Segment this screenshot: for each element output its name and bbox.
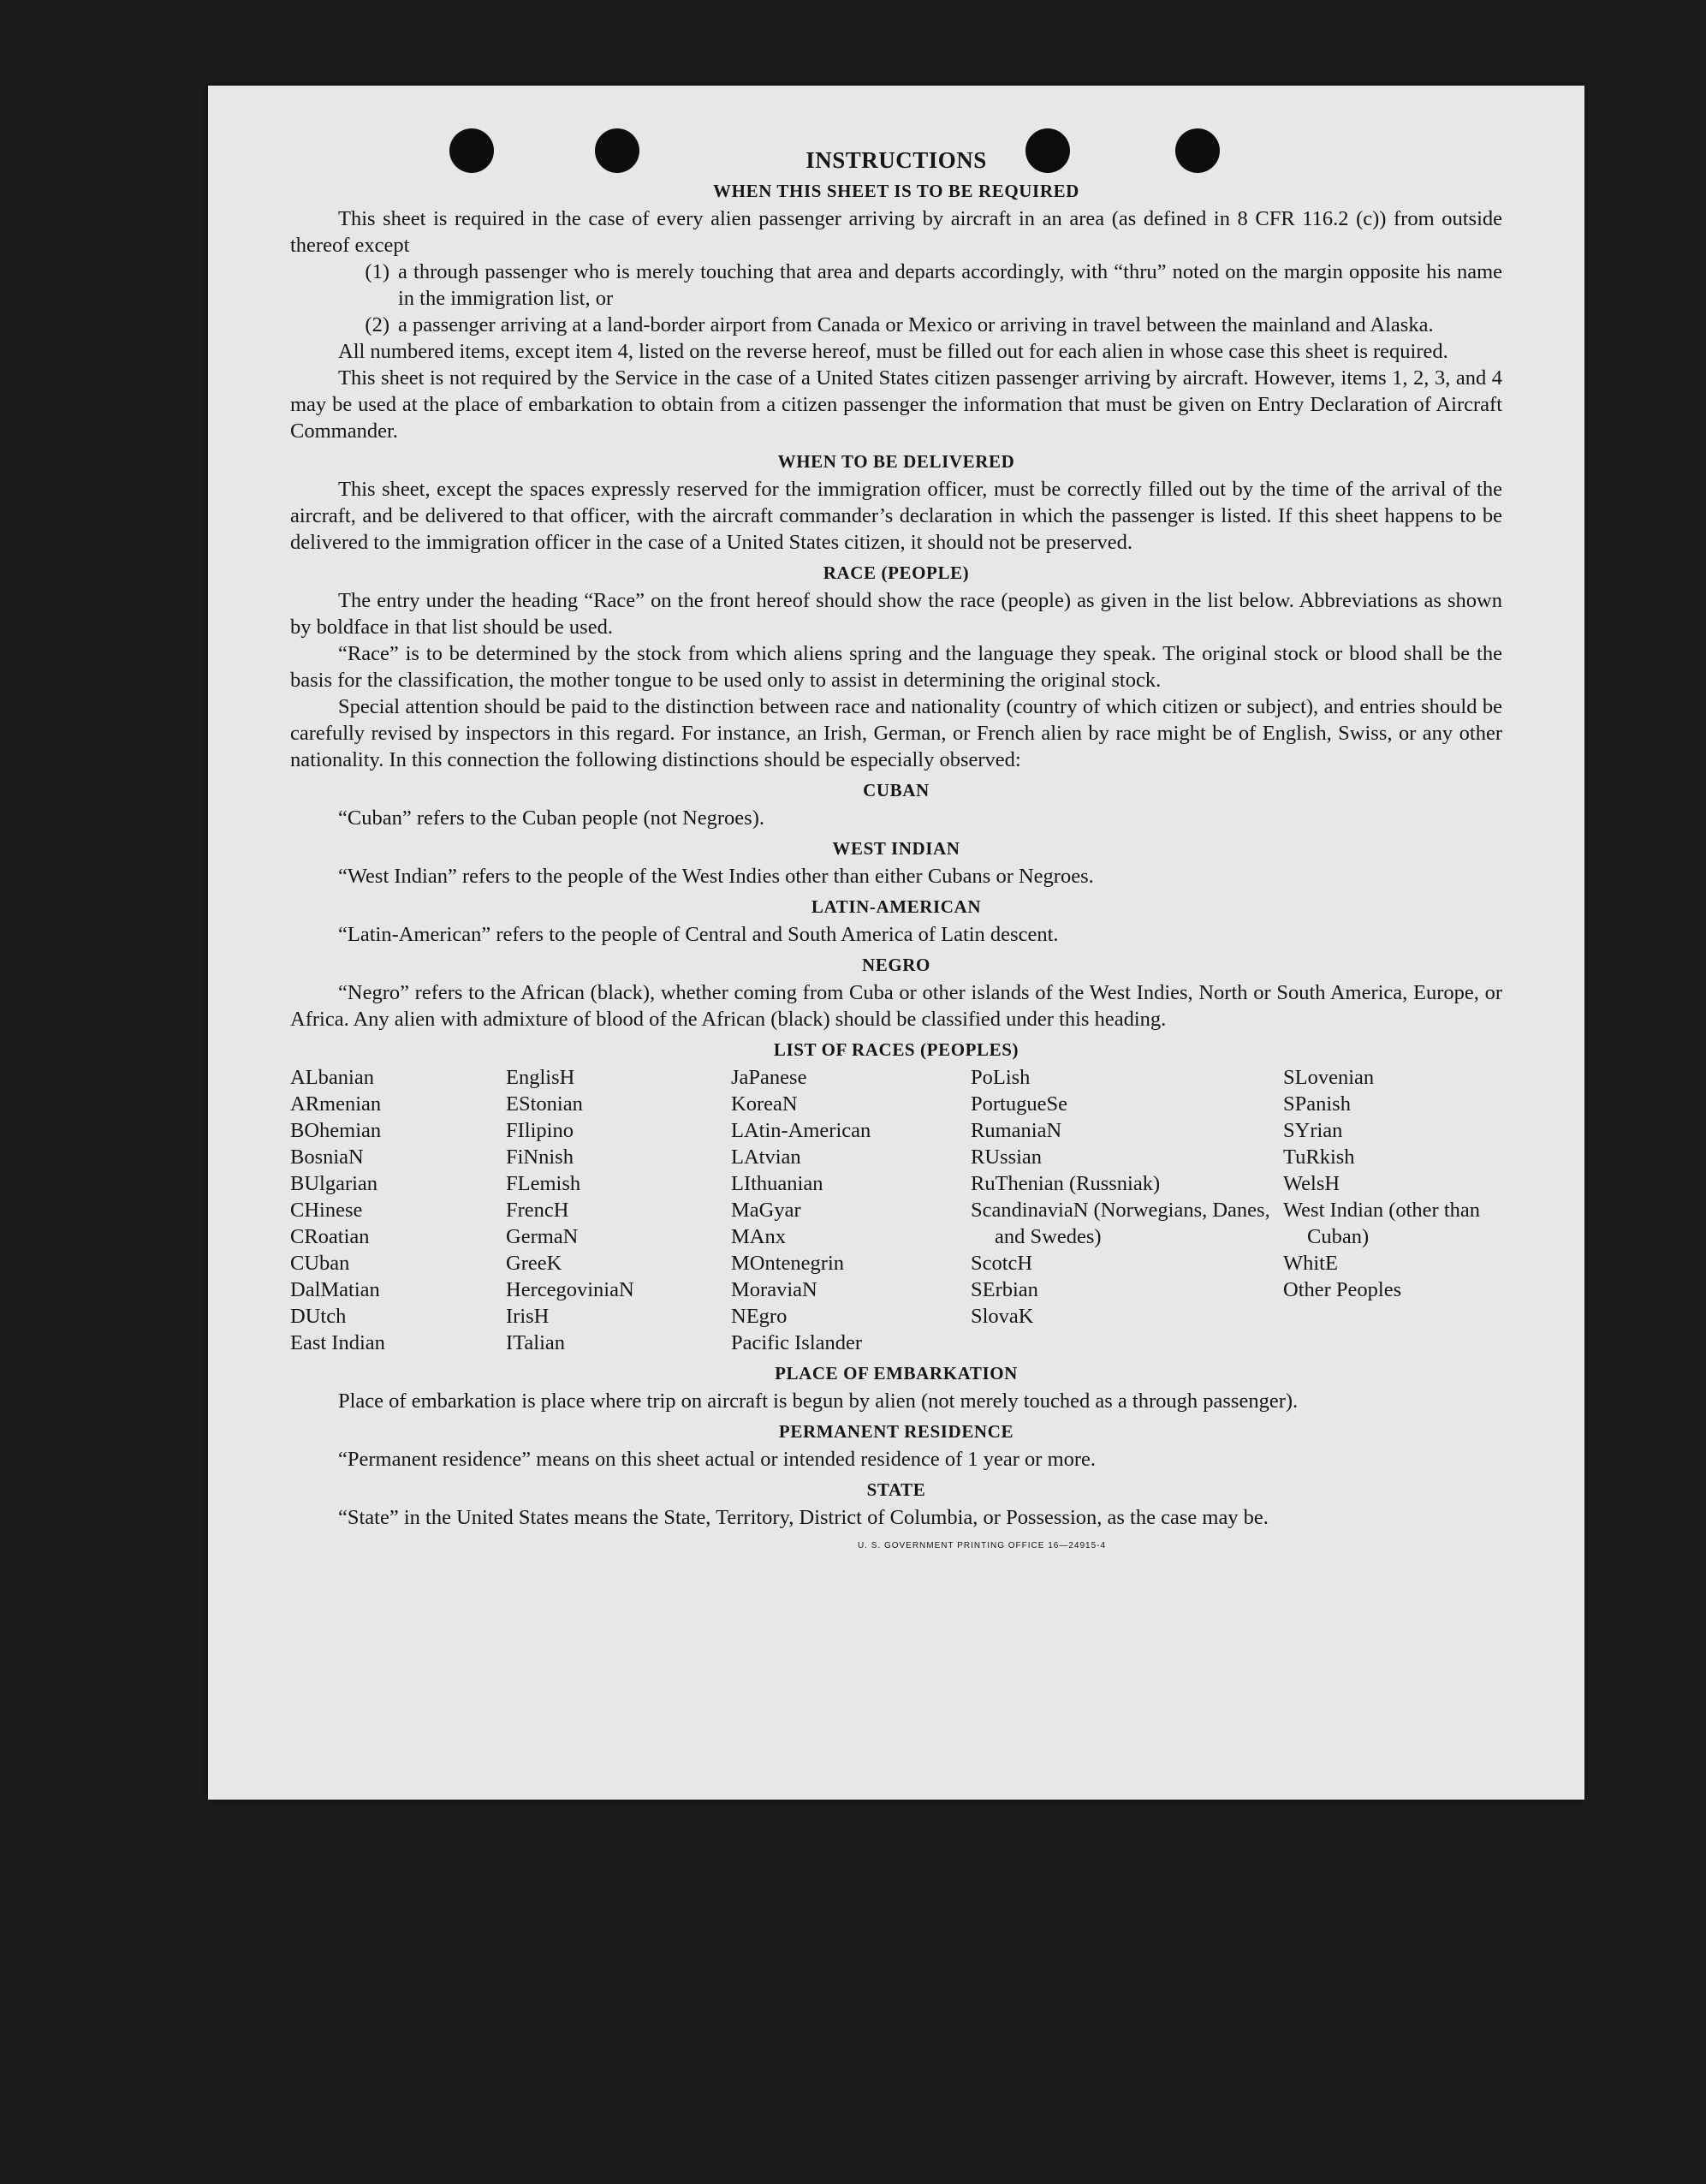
race-entry: EnglisH — [506, 1066, 575, 1089]
section-heading: PLACE OF EMBARKATION — [775, 1363, 1018, 1384]
race-entry: FIlipino — [506, 1119, 574, 1142]
item-text: a passenger arriving at a land-border airport from Canada or Mexico or arriving in travel between the mainland and Alaska. — [398, 313, 1434, 336]
section-heading: PERMANENT RESIDENCE — [778, 1421, 1014, 1442]
paragraph: This sheet, except the spaces expressly reserved for the immigration officer, must be correctly filled out by the time of the arrival of the aircraft, and be delivered to that officer, with the aircraft commander’s declaration in which the passenger is listed. If this sheet happens to be delivered to the immigration officer in the case of a United States citizen, it should not be preserved. — [290, 478, 1502, 554]
paragraph: “State” in the United States means the State, Territory, District of Columbia, or Possession, as the case may be. — [338, 1506, 1269, 1529]
section-heading: WHEN TO BE DELIVERED — [777, 451, 1015, 472]
paragraph: “Race” is to be determined by the stock from which aliens spring and the language they speak. The original stock or blood shall be the basis for the classification, the mother tongue to be used only to assist in determining the original stock. — [290, 642, 1502, 692]
section-heading: WHEN THIS SHEET IS TO BE REQUIRED — [713, 181, 1079, 201]
section-heading: LIST OF RACES (PEOPLES) — [773, 1039, 1019, 1060]
race-entry: DUtch — [290, 1305, 347, 1328]
race-entry: DalMatian — [290, 1278, 380, 1301]
race-entry: HercegoviniaN — [506, 1278, 634, 1301]
paragraph: Special attention should be paid to the distinction between race and nationality (country of which citizen or subject), and entries should be carefully revised by inspectors in this regard. For instance, an Irish, German, or French alien by race might be of English, Swiss, or any other nationality. In this connection the following distinctions should be especially observed: — [290, 695, 1502, 771]
section-heading: RACE (PEOPLE) — [823, 562, 970, 583]
punch-hole — [449, 128, 494, 173]
paragraph: All numbered items, except item 4, listed on the reverse hereof, must be filled out for each alien in whose case this sheet is required. — [338, 340, 1448, 363]
punch-hole — [595, 128, 639, 173]
race-entry: IrisH — [506, 1305, 550, 1328]
item-number: (2) — [365, 313, 389, 336]
race-entry: FiNnish — [506, 1146, 574, 1169]
section-heading: NEGRO — [861, 955, 930, 975]
document-sheet — [208, 86, 1584, 1800]
race-entry: PoLish — [971, 1066, 1031, 1089]
paragraph: “Latin-American” refers to the people of Central and South America of Latin descent. — [338, 923, 1059, 946]
race-entry: PortugueSe — [971, 1092, 1067, 1116]
list-item — [290, 259, 1502, 312]
race-entry: BUlgarian — [290, 1172, 378, 1195]
race-entry: West Indian (other than Cuban) — [1283, 1199, 1481, 1248]
race-entry: SLovenian — [1283, 1066, 1375, 1089]
paragraph: “Cuban” refers to the Cuban people (not Negroes). — [338, 806, 764, 830]
race-entry: EStonian — [506, 1092, 583, 1116]
race-entry: NEgro — [731, 1305, 788, 1328]
race-entry: MAnx — [731, 1225, 786, 1248]
paragraph: “Permanent residence” means on this sheet actual or intended residence of 1 year or more. — [338, 1448, 1097, 1471]
section-heading: STATE — [866, 1479, 926, 1500]
list-item — [290, 312, 1502, 338]
paragraph: This sheet is required in the case of every alien passenger arriving by aircraft in an area (as defined in 8 CFR 116.2 (c)) from outside thereof except — [290, 207, 1502, 257]
race-entry: RuThenian (Russniak) — [971, 1172, 1161, 1195]
race-entry: TuRkish — [1283, 1146, 1355, 1169]
race-entry: ALbanian — [290, 1066, 374, 1089]
race-entry: BosniaN — [290, 1146, 364, 1169]
race-entry: ScotcH — [971, 1252, 1033, 1275]
race-entry: RumaniaN — [971, 1119, 1062, 1142]
race-entry: JaPanese — [731, 1066, 807, 1089]
races-column — [506, 1064, 731, 1356]
race-entry: ARmenian — [290, 1092, 382, 1116]
punch-hole — [1025, 128, 1070, 173]
paragraph: Place of embarkation is place where trip on aircraft is begun by alien (not merely touched as a through passenger). — [338, 1390, 1299, 1413]
races-column — [731, 1064, 971, 1356]
page-title: INSTRUCTIONS — [805, 147, 987, 173]
race-entry: FrencH — [506, 1199, 569, 1222]
paragraph: This sheet is not required by the Service in the case of a United States citizen passenger arriving by aircraft. However, items 1, 2, 3, and 4 may be used at the place of embarkation to obtain from a citizen passenger the information that must be given on Entry Declaration of Aircraft Commander. — [290, 366, 1502, 443]
race-entry: SErbian — [971, 1278, 1038, 1301]
race-entry: MoraviaN — [731, 1278, 817, 1301]
race-entry: MOntenegrin — [731, 1252, 844, 1275]
race-entry: SlovaK — [971, 1305, 1034, 1328]
race-entry: RUssian — [971, 1146, 1043, 1169]
item-text: a through passenger who is merely touching that area and departs accordingly, with “thru” noted on the margin opposite his name in the immigration list, or — [398, 260, 1502, 310]
race-entry: Pacific Islander — [731, 1331, 863, 1354]
race-entry: CRoatian — [290, 1225, 370, 1248]
race-entry: BOhemian — [290, 1119, 382, 1142]
race-entry: FLemish — [506, 1172, 581, 1195]
race-entry: ScandinaviaN (Norwegians, Danes, and Swedes) — [971, 1199, 1270, 1248]
race-entry: SYrian — [1283, 1119, 1343, 1142]
printer-imprint: U. S. GOVERNMENT PRINTING OFFICE 16—24915-4 — [857, 1541, 1107, 1550]
race-entry: GermaN — [506, 1225, 579, 1248]
race-entry: CUban — [290, 1252, 350, 1275]
race-entry: LAtin-American — [731, 1119, 871, 1142]
race-entry: East Indian — [290, 1331, 385, 1354]
paragraph: The entry under the heading “Race” on the front hereof should show the race (people) as given in the list below. Abbreviations as shown by boldface in that list should be used. — [290, 589, 1502, 639]
section-heading: WEST INDIAN — [832, 838, 960, 859]
race-entry: WelsH — [1283, 1172, 1340, 1195]
section-heading: CUBAN — [863, 780, 930, 800]
races-column — [1283, 1064, 1502, 1356]
race-entry: Other Peoples — [1283, 1278, 1402, 1301]
race-entry: ITalian — [506, 1331, 566, 1354]
race-entry: KoreaN — [731, 1092, 798, 1116]
paragraph: “West Indian” refers to the people of the West Indies other than either Cubans or Negroes. — [338, 865, 1094, 888]
race-entry: SPanish — [1283, 1092, 1351, 1116]
races-list — [290, 1064, 1502, 1356]
race-entry: MaGyar — [731, 1199, 801, 1222]
punch-hole — [1175, 128, 1220, 173]
race-entry: GreeK — [506, 1252, 562, 1275]
races-column — [971, 1064, 1283, 1356]
paragraph: “Negro” refers to the African (black), whether coming from Cuba or other islands of the West Indies, North or South America, Europe, or Africa. Any alien with admixture of blood of the African (black) should be classified under this heading. — [290, 981, 1502, 1031]
race-entry: CHinese — [290, 1199, 363, 1222]
item-number: (1) — [365, 260, 389, 283]
section-heading: LATIN-AMERICAN — [811, 896, 982, 917]
race-entry: WhitE — [1283, 1252, 1338, 1275]
race-entry: LIthuanian — [731, 1172, 823, 1195]
race-entry: LAtvian — [731, 1146, 801, 1169]
races-column — [290, 1064, 506, 1356]
